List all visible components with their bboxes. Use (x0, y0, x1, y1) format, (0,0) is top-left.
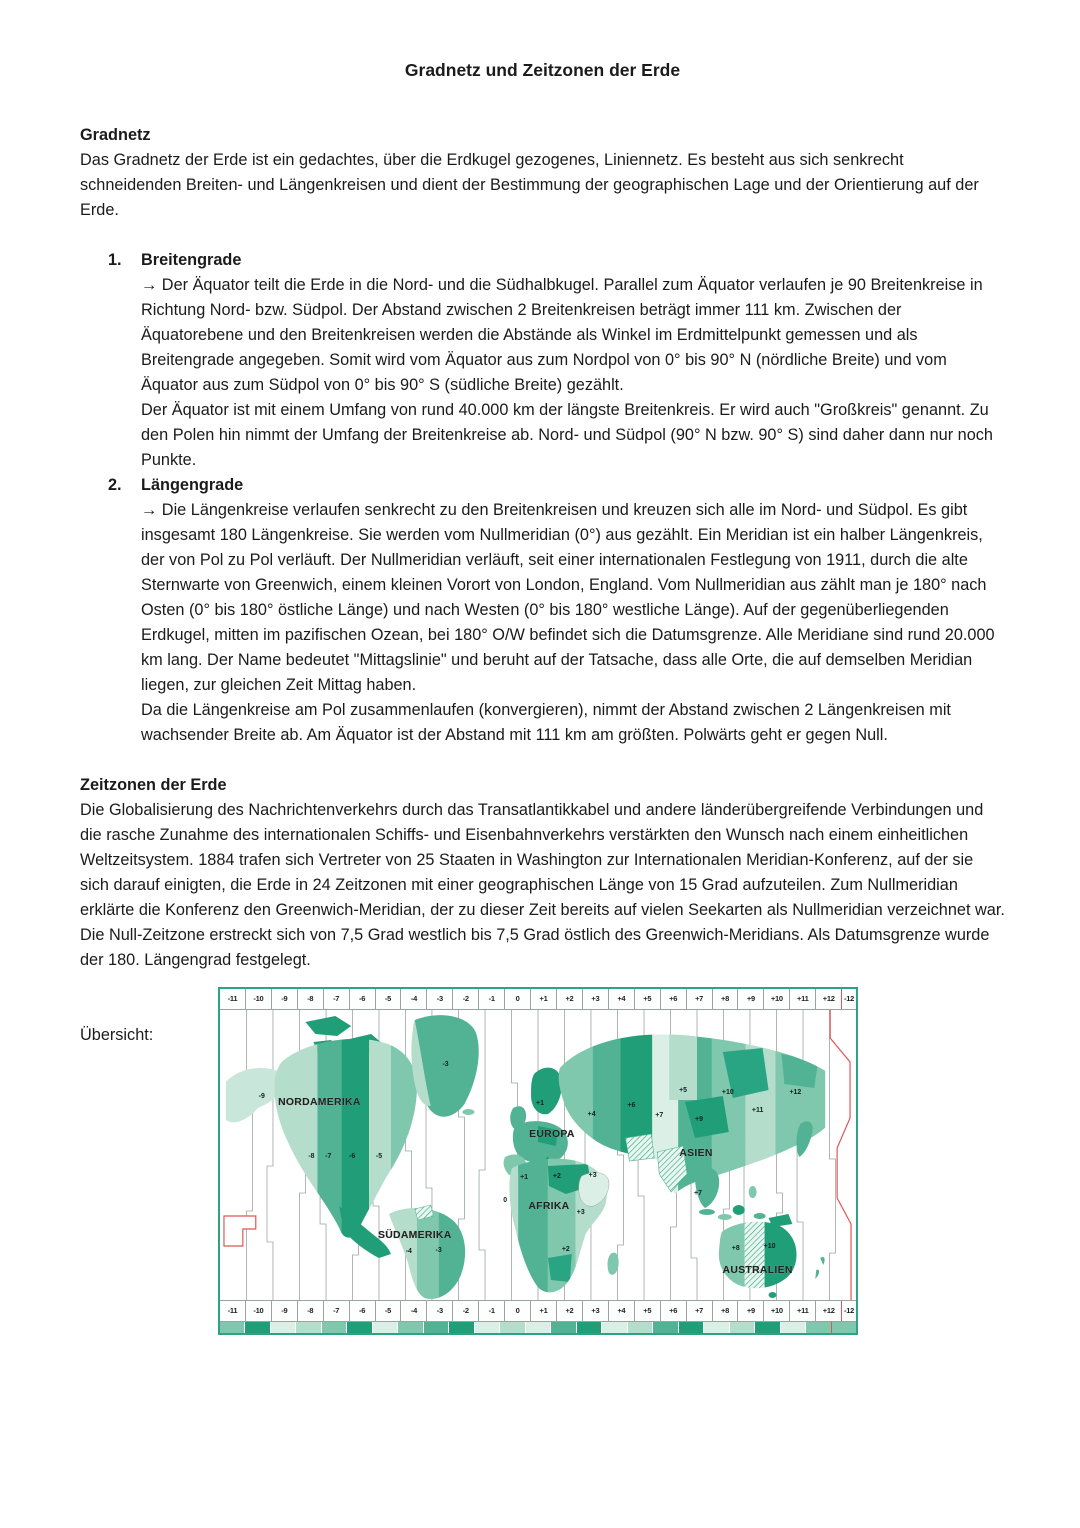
timezone-scale-cell: +7 (686, 1301, 712, 1321)
timezone-scale-cell: -10 (245, 989, 271, 1009)
timezone-map (218, 987, 858, 1335)
laengengrade-body (141, 473, 1005, 748)
zone-offset-number: +1 (520, 1173, 529, 1182)
timezone-scale-cell: +9 (737, 1301, 763, 1321)
breitengrade-paragraph-1: → Der Äquator teilt die Erde in die Nord- und die Südhalbkugel. Parallel zum Äquator verlaufen je 90 Breitenkreise in Richtung Nord- bzw. Südpol. Der Abstand zwischen 2 Breitenkreisen beträgt immer 111 km. Zwischen der Äquatorebene und den Breitenkreisen werden die Abstände als Winkel im Erdmittelpunkt gemessen und als Breitengrade angegeben. Somit wird vom Äquator aus zum Nordpol von 0° bis 90° N (nördliche Breite) und vom Äquator aus zum Südpol von 0° bis 90° S (südliche Breite) gezählt. (141, 276, 983, 394)
timezone-scale-cell: +4 (608, 989, 634, 1009)
timezone-band-cell (754, 1322, 779, 1333)
gradnetz-heading: Gradnetz (80, 126, 151, 144)
timezone-band-cell (244, 1322, 269, 1333)
zeitzonen-paragraph: Die Globalisierung des Nachrichtenverkehrs durch das Transatlantikkabel und andere länderübergreifende Verbindungen und die rasche Zunahme des internationalen Schiffs- und Eisenbahnverkehrs verstärkten den Wunsch nach einem einheitlichen Weltzeitsystem. 1884 trafen sich Vertreter von 25 Staaten in Washington zur Internationalen Meridian-Konferenz, auf der sie sich darauf einigten, die Erde in 24 Zeitzonen mit einer geographischen Länge von 15 Grad aufzuteilen. Zum Nullmeridian erklärte die Konferenz den Greenwich-Meridian, der zu dieser Zeit bereits auf vielen Seekarten als Nullmeridian verzeichnet war. Die Null-Zeitzone erstreckt sich von 7,5 Grad westlich bis 7,5 Grad östlich des Greenwich-Meridians. Als Datumsgrenze wurde der 180. Längengrad festgelegt. (80, 801, 1005, 969)
timezone-scale-cell: -11 (227, 1306, 238, 1316)
timezone-band-cell (729, 1322, 754, 1333)
timezone-scale-cell: +3 (582, 989, 608, 1009)
timezone-scale-cell: +4 (608, 1301, 634, 1321)
zone-offset-number: +10 (721, 1088, 734, 1097)
timezone-scale-cell: +11 (789, 1301, 815, 1321)
timezone-band-cell (576, 1322, 601, 1333)
timezone-scale-top (220, 989, 856, 1010)
continent-label: AFRIKA (528, 1200, 570, 1213)
document-title: Gradnetz und Zeitzonen der Erde (404, 60, 681, 80)
timezone-scale-cell: +1 (530, 989, 556, 1009)
section-gradnetz (80, 123, 1005, 223)
timezone-scale-cell: -3 (426, 1301, 452, 1321)
continent-label: SÜDAMERIKA (377, 1229, 452, 1242)
timezone-scale-cell: +6 (660, 989, 686, 1009)
breitengrade-paragraph-2: Der Äquator ist mit einem Umfang von rund 40.000 km der längste Breitenkreis. Er wird auch "Großkreis" genannt. Zu den Polen hin nimmt der Umfang der Breitenkreise ab. Nord- und Südpol (90° N bzw. 90° S) sind daher dann nur noch Punkte. (141, 401, 993, 469)
timezone-scale-cell: 0 (504, 989, 530, 1009)
timezone-scale-cell: -9 (271, 1301, 297, 1321)
timezone-band-cell (397, 1322, 422, 1333)
zone-offset-number: -3 (435, 1246, 442, 1255)
timezone-scale-cell: +8 (712, 989, 738, 1009)
timezone-band-cell (831, 1322, 856, 1333)
zone-offset-number: -8 (308, 1152, 315, 1161)
timezone-band-cell (652, 1322, 677, 1333)
timezone-band-cell (678, 1322, 703, 1333)
zone-offset-number: +3 (588, 1171, 597, 1180)
timezone-scale-cell: -6 (349, 1301, 375, 1321)
zone-offset-number: +9 (695, 1115, 703, 1124)
section-zeitzonen (80, 773, 1005, 973)
timezone-scale-cell: +7 (686, 989, 712, 1009)
zone-offset-number: +2 (561, 1245, 570, 1254)
overview-row (80, 987, 1005, 1335)
timezone-scale-cell: -7 (323, 989, 349, 1009)
timezone-scale-cell: -4 (400, 1301, 426, 1321)
timezone-scale-cell: -4 (400, 989, 426, 1009)
zone-offset-number: -5 (375, 1152, 383, 1161)
zone-offset-number: +10 (763, 1242, 776, 1251)
zone-offset-number: +7 (694, 1189, 702, 1198)
timezone-scale-cell: +10 (763, 989, 789, 1009)
timezone-scale-cell: +5 (634, 1301, 660, 1321)
laengengrade-paragraph-1: → Die Längenkreise verlaufen senkrecht zu den Breitenkreisen und kreuzen sich alle im Nord- und Südpol. Es gibt insgesamt 180 Längenkreise. Sie werden vom Nullmeridian (0°) aus gezählt. Ein Meridian ist ein halber Längenkreis, der von Pol zu Pol verläuft. Der Nullmeridian verläuft, seit einer internationalen Festlegung von 1911, durch die alte Sternwarte von Greenwich, einem kleinen Vorort von London, England. Vom Nullmeridian aus zählt man je 180° nach Osten (0° bis 180° östliche Länge) und nach Westen (0° bis 180° westliche Länge). Auf der gegenüberliegenden Erdkugel, mitten im pazifischen Ozean, bei 180° O/W befindet sich die Datumsgrenze. Alle Meridiane sind rund 20.000 km lang. Der Name bedeutet "Mittagslinie" und beruht auf der Tatsache, dass alle Orte, die auf demselben Meridian liegen, zur gleichen Zeit Mittag haben. (141, 501, 995, 694)
timezone-band-cell (780, 1322, 805, 1333)
timezone-scale-cell: +8 (712, 1301, 738, 1321)
zone-offset-number: +6 (627, 1101, 636, 1110)
timezone-band-cell (805, 1322, 830, 1333)
timezone-scale-cell: -1 (478, 989, 504, 1009)
timezone-scale-cell: +12 (815, 1301, 841, 1321)
world-map-graphic (220, 1010, 856, 1300)
timezone-band-cell (346, 1322, 371, 1333)
timezone-scale-cell: -6 (349, 989, 375, 1009)
timezone-color-band (220, 1321, 856, 1333)
gradnetz-intro-paragraph: Das Gradnetz der Erde ist ein gedachtes, über die Erdkugel gezogenes, Liniennetz. Es besteht aus sich senkrecht schneidenden Breiten- und Längenkreisen und dient der Bestimmung der geographischen Lage und der Orientierung auf der Erde. (80, 151, 979, 219)
timezone-scale-cell: +3 (582, 1301, 608, 1321)
zone-offset-number: +8 (731, 1244, 740, 1253)
timezone-scale-cell: -8 (297, 1301, 323, 1321)
timezone-scale-cell: +10 (763, 1301, 789, 1321)
list-item-laengengrade (108, 473, 1005, 748)
timezone-scale-cell: -11 (227, 994, 238, 1004)
zone-offset-number: +11 (751, 1106, 764, 1115)
zone-offset-number: +7 (655, 1111, 664, 1120)
timezone-band-cell (423, 1322, 448, 1333)
timezone-scale-cell: -3 (426, 989, 452, 1009)
continent-label: ASIEN (679, 1147, 713, 1160)
timezone-scale-cell: -2 (452, 1301, 478, 1321)
timezone-band-cell (474, 1322, 499, 1333)
zone-offset-number: +5 (679, 1086, 688, 1095)
timezone-scale-cell: -1 (478, 1301, 504, 1321)
timezone-band-cell (220, 1322, 244, 1333)
timezone-scale-cell: -5 (375, 1301, 401, 1321)
continents (226, 1010, 825, 1300)
timezone-scale-cell: -8 (297, 989, 323, 1009)
timezone-scale-cell: +1 (530, 1301, 556, 1321)
zone-offset-number: 0 (503, 1196, 508, 1205)
zone-offset-number: -7 (325, 1152, 332, 1161)
timezone-scale-cell: -7 (323, 1301, 349, 1321)
timezone-scale-cell: -12 (841, 989, 856, 1009)
zone-offset-number: +12 (789, 1088, 802, 1097)
timezone-band-cell (295, 1322, 320, 1333)
zone-offset-number: +2 (552, 1172, 561, 1181)
laengengrade-paragraph-2: Da die Längenkreise am Pol zusammenlaufen (konvergieren), nimmt der Abstand zwischen 2 Längenkreisen mit wachsender Breite ab. Am Äquator ist der Abstand mit 111 km am größten. Polwärts geht er gegen Null. (141, 701, 951, 744)
timezone-band-cell (372, 1322, 397, 1333)
timezone-band-cell (448, 1322, 473, 1333)
timezone-scale-cell: +9 (737, 989, 763, 1009)
laengengrade-heading: Längengrade (141, 476, 244, 494)
timezone-scale-cell: -9 (271, 989, 297, 1009)
timezone-scale-cell: +2 (556, 989, 582, 1009)
timezone-scale-cell: 0 (504, 1301, 530, 1321)
gradnetz-list (80, 248, 1005, 748)
timezone-scale-cell: -10 (245, 1301, 271, 1321)
list-item-breitengrade (108, 248, 1005, 473)
breitengrade-body (141, 248, 1005, 473)
timezone-band-cell (703, 1322, 728, 1333)
list-number-2: 2. (108, 476, 122, 494)
timezone-scale-cell: -12 (841, 1301, 856, 1321)
timezone-band-cell (321, 1322, 346, 1333)
timezone-scale-cell: -2 (452, 989, 478, 1009)
timezone-band-cell (499, 1322, 524, 1333)
timezone-scale-cell: +6 (660, 1301, 686, 1321)
zone-offset-number: +4 (587, 1110, 596, 1119)
date-line-right (830, 1010, 851, 1300)
continent-label: AUSTRALIEN (722, 1264, 793, 1277)
continent-label: EUROPA (529, 1128, 575, 1141)
zeitzonen-heading: Zeitzonen der Erde (80, 776, 227, 794)
zone-offset-number: -4 (405, 1247, 412, 1256)
continent-label: NORDAMERIKA (278, 1096, 361, 1109)
timezone-scale-cell: +5 (634, 989, 660, 1009)
timezone-band-cell (270, 1322, 295, 1333)
timezone-band-cell (525, 1322, 550, 1333)
zone-offset-number: +1 (536, 1099, 544, 1108)
timezone-scale-cell: +2 (556, 1301, 582, 1321)
timezone-scale-cell: +11 (789, 989, 815, 1009)
zone-offset-number: +3 (576, 1208, 585, 1217)
timezone-scale-cell: -5 (375, 989, 401, 1009)
zone-offset-number: -3 (442, 1060, 449, 1069)
timezone-band-cell (627, 1322, 652, 1333)
timezone-band-cell (550, 1322, 575, 1333)
zone-offset-number: -9 (258, 1092, 265, 1101)
zone-offset-number: -6 (349, 1152, 356, 1161)
list-number-1: 1. (108, 251, 122, 269)
date-line-left-box (224, 1216, 256, 1246)
breitengrade-heading: Breitengrade (141, 251, 242, 269)
overview-label: Übersicht: (80, 1026, 154, 1044)
timezone-scale-cell: +12 (815, 989, 841, 1009)
timezone-scale-bottom (220, 1300, 856, 1321)
timezone-band-cell (601, 1322, 626, 1333)
